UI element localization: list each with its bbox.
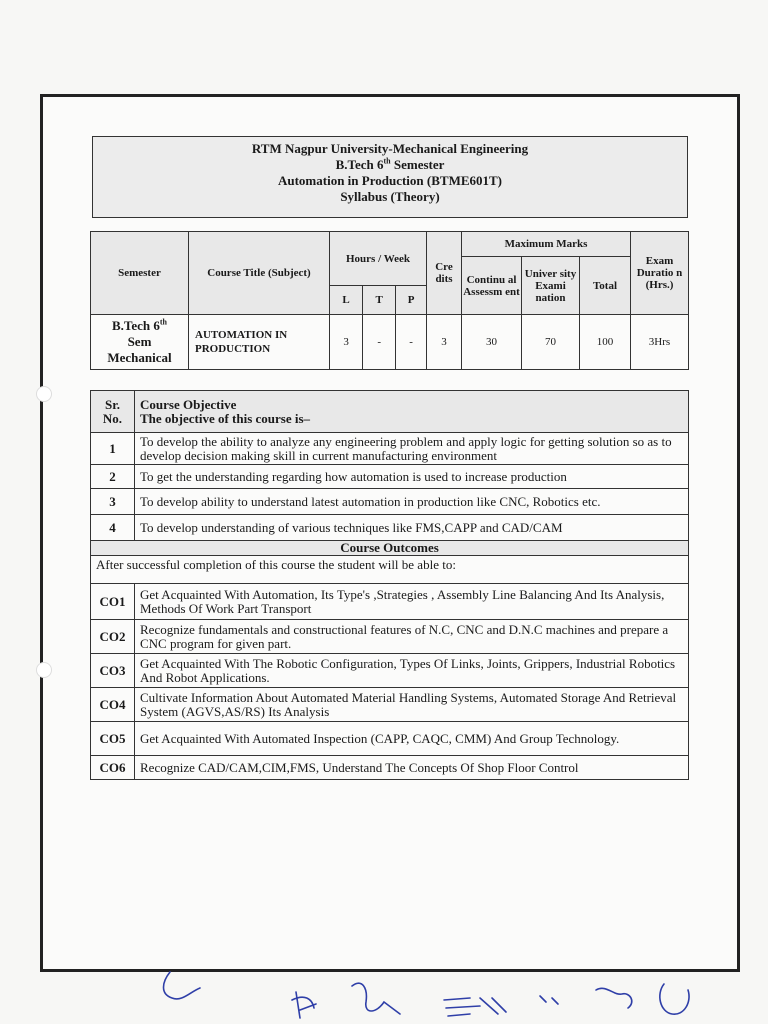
- table-row: [91, 756, 689, 780]
- header-semester: Semester: [91, 232, 189, 315]
- objectives-outcomes-table: [90, 390, 689, 780]
- header-continual-assessment: Continu al Assessm ent: [462, 257, 522, 315]
- header-total: Total: [580, 257, 631, 315]
- table-row: [91, 620, 689, 654]
- outcome-code: CO5: [91, 722, 135, 756]
- cell-t: -: [363, 315, 396, 370]
- outcome-code: CO4: [91, 688, 135, 722]
- cell-total: 100: [580, 315, 631, 370]
- punch-hole: [36, 386, 52, 402]
- cell-course-title: AUTOMATION IN PRODUCTION: [189, 315, 330, 370]
- outcomes-title: Course Outcomes: [91, 541, 689, 556]
- syllabus-header: [92, 136, 688, 218]
- outcome-text: Cultivate Information About Automated Material Handling Systems, Automated Storage And Retrieval System (AGVS,AS/RS) Its Analysis: [135, 688, 689, 722]
- cell-credits: 3: [427, 315, 462, 370]
- objective-text: To develop ability to understand latest automation in production like CNC, Robotics etc.: [135, 489, 689, 515]
- objective-number: 3: [91, 489, 135, 515]
- header-university-exam: Univer sity Exami nation: [522, 257, 580, 315]
- outcome-code: CO1: [91, 584, 135, 620]
- objective-subtitle: The objective of this course is–: [140, 410, 311, 426]
- outcomes-intro: After successful completion of this course the student will be able to:: [91, 556, 689, 584]
- signature-mark: [540, 996, 558, 1004]
- signature-mark: [444, 998, 506, 1016]
- objective-text: To develop the ability to analyze any engineering problem and apply logic for getting solution so as to develop decision making skill in current manufacturing environment: [135, 433, 689, 465]
- outcome-text: Recognize CAD/CAM,CIM,FMS, Understand The Concepts Of Shop Floor Control: [135, 756, 689, 780]
- header-course-title: Course Title (Subject): [189, 232, 330, 315]
- header-exam-duration: Exam Duratio n (Hrs.): [631, 232, 689, 315]
- outcome-code: CO3: [91, 654, 135, 688]
- course-title: Automation in Production (BTME601T): [277, 173, 503, 188]
- header-l: L: [330, 286, 363, 315]
- objective-heading: [135, 391, 689, 433]
- objective-title: Course Objective: [140, 396, 237, 412]
- header-sr-no: Sr. No.: [91, 391, 135, 433]
- cell-university: 70: [522, 315, 580, 370]
- signature-mark: [660, 984, 689, 1014]
- signature-mark: [292, 992, 316, 1018]
- cell-semester: B.Tech 6th Sem Mechanical: [91, 315, 189, 370]
- objective-number: 4: [91, 515, 135, 541]
- table-row: [91, 688, 689, 722]
- objective-number: 1: [91, 433, 135, 465]
- header-t: T: [363, 286, 396, 315]
- university-title: RTM Nagpur University-Mechanical Engineering: [251, 141, 529, 156]
- outcome-text: Recognize fundamentals and constructional features of N.C, CNC and D.N.C machines and prepare a CNC program for given part.: [135, 620, 689, 654]
- header-credits: Cre dits: [427, 232, 462, 315]
- table-row: [91, 654, 689, 688]
- outcome-text: Get Acquainted With Automated Inspection (CAPP, CAQC, CMM) And Group Technology.: [135, 722, 689, 756]
- table-row: [91, 515, 689, 541]
- syllabus-type: Syllabus (Theory): [340, 189, 440, 204]
- course-details-table: [90, 231, 689, 370]
- objective-text: To get the understanding regarding how automation is used to increase production: [135, 465, 689, 489]
- cell-exam: 3Hrs: [631, 315, 689, 370]
- table-row: [91, 722, 689, 756]
- cell-p: -: [396, 315, 427, 370]
- objective-number: 2: [91, 465, 135, 489]
- cell-l: 3: [330, 315, 363, 370]
- table-row: [91, 433, 689, 465]
- header-p: P: [396, 286, 427, 315]
- table-row: [91, 584, 689, 620]
- signature-mark: [352, 983, 400, 1014]
- punch-hole: [36, 662, 52, 678]
- table-row: [91, 489, 689, 515]
- objective-text: To develop understanding of various techniques like FMS,CAPP and CAD/CAM: [135, 515, 689, 541]
- outcome-code: CO6: [91, 756, 135, 780]
- table-row: [91, 465, 689, 489]
- outcome-text: Get Acquainted With The Robotic Configuration, Types Of Links, Joints, Grippers, Industrial Robotics And Robot Applications.: [135, 654, 689, 688]
- signature-mark: [164, 972, 201, 999]
- cell-continual: 30: [462, 315, 522, 370]
- signature-mark: [596, 988, 632, 1008]
- outcome-text: Get Acquainted With Automation, Its Type's ,Strategies , Assembly Line Balancing And Its Analysis, Methods Of Work Part Transport: [135, 584, 689, 620]
- header-maximum-marks: Maximum Marks: [462, 232, 631, 257]
- semester-title: B.Tech 6th Semester: [335, 156, 445, 172]
- signature-scribbles: [0, 968, 768, 1024]
- outcome-code: CO2: [91, 620, 135, 654]
- header-hours-week: Hours / Week: [330, 232, 427, 286]
